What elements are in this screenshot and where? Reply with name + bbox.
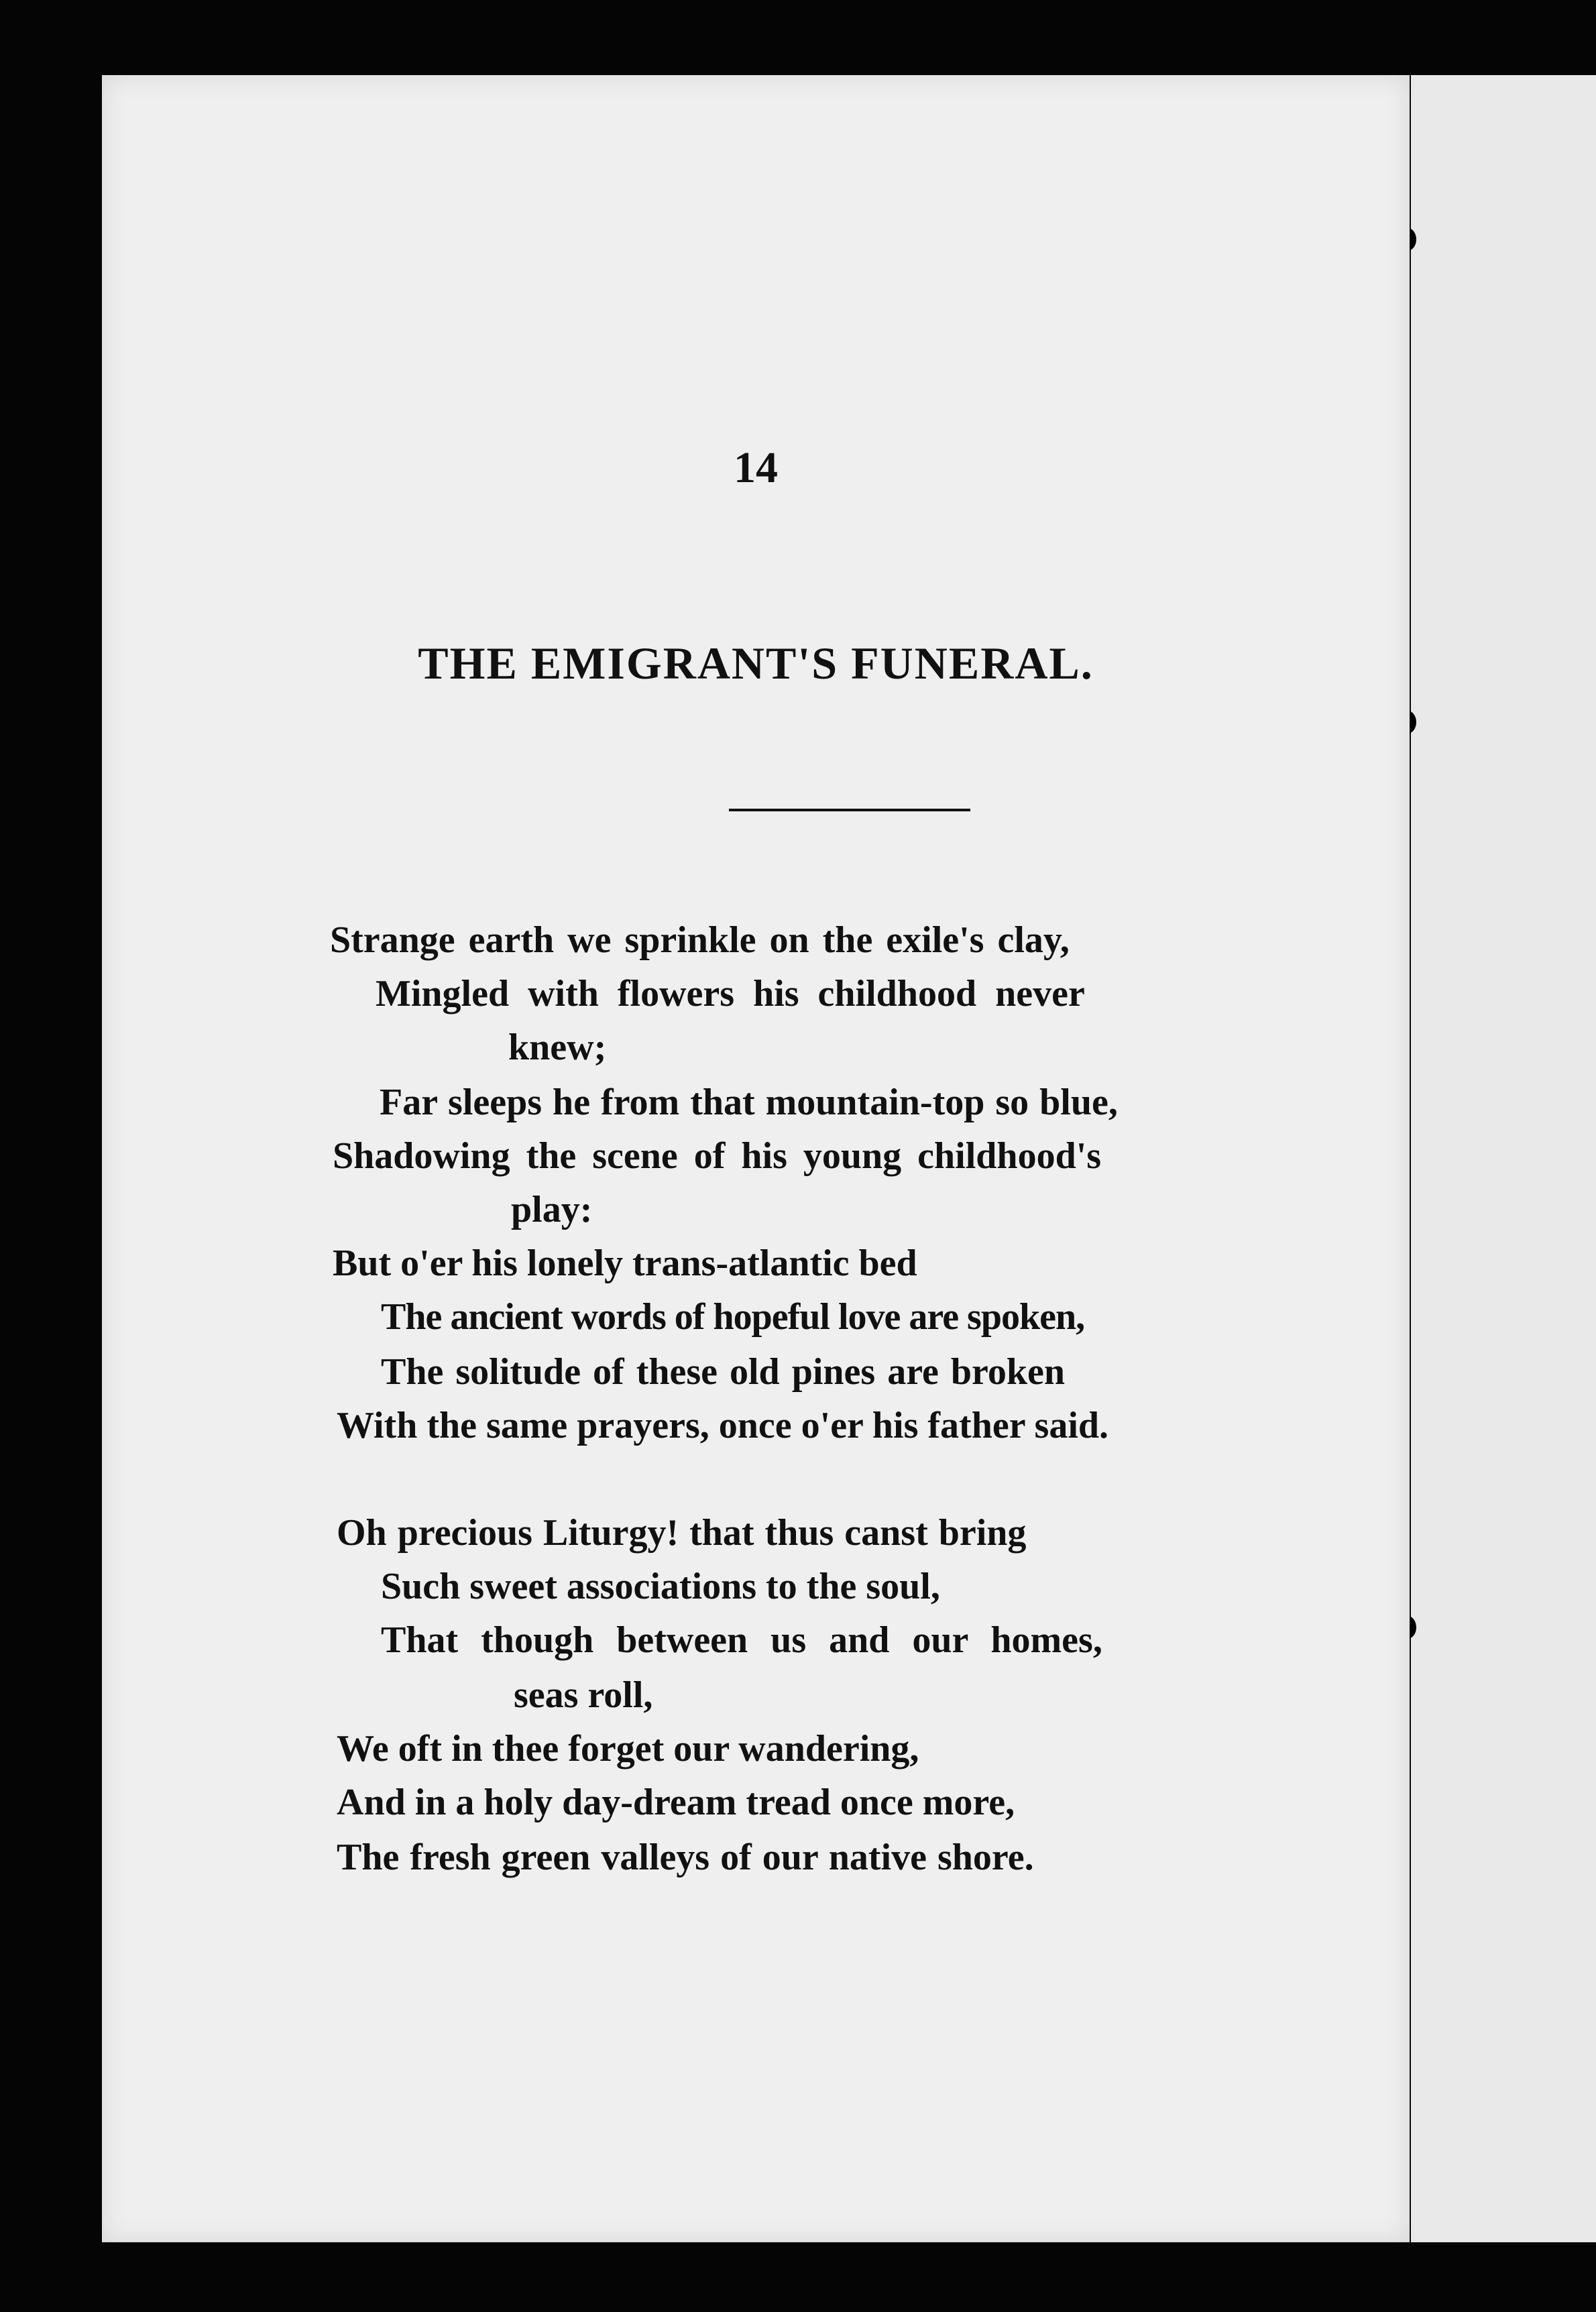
poem-line: That though between us and our homes, (381, 1619, 1102, 1661)
poem-line: The fresh green valleys of our native shore. (337, 1837, 1034, 1878)
poem-line: Strange earth we sprinkle on the exile's clay, (330, 919, 1070, 961)
poem-title: THE EMIGRANT'S FUNERAL. (418, 638, 1094, 689)
page-number: 14 (734, 443, 778, 492)
poem-line: knew; (508, 1027, 607, 1068)
poem-line: And in a holy day-dream tread once more, (337, 1782, 1015, 1823)
poem-line: Mingled with flowers his childhood never (376, 973, 1085, 1015)
poem-line: seas roll, (514, 1674, 653, 1716)
poem-line: Such sweet associations to the soul, (381, 1566, 940, 1607)
poem-line: Oh precious Liturgy! that thus canst bring (337, 1512, 1027, 1554)
poem-line: But o'er his lonely trans-atlantic bed (333, 1242, 917, 1284)
poem-body (102, 75, 1410, 2242)
adjacent-page-edge (1410, 75, 1596, 2242)
poem-line: We oft in thee forget our wandering, (337, 1728, 919, 1770)
poem-line: The ancient words of hopeful love are spoken, (381, 1296, 1085, 1338)
book-page (102, 75, 1410, 2242)
poem-line: The solitude of these old pines are broken (381, 1351, 1066, 1393)
poem-line: play: (511, 1189, 593, 1230)
poem-line: With the same prayers, once o'er his father said. (337, 1405, 1109, 1446)
poem-line: Shadowing the scene of his young childhood's (333, 1135, 1102, 1177)
poem-line: Far sleeps he from that mountain-top so blue, (380, 1082, 1118, 1123)
